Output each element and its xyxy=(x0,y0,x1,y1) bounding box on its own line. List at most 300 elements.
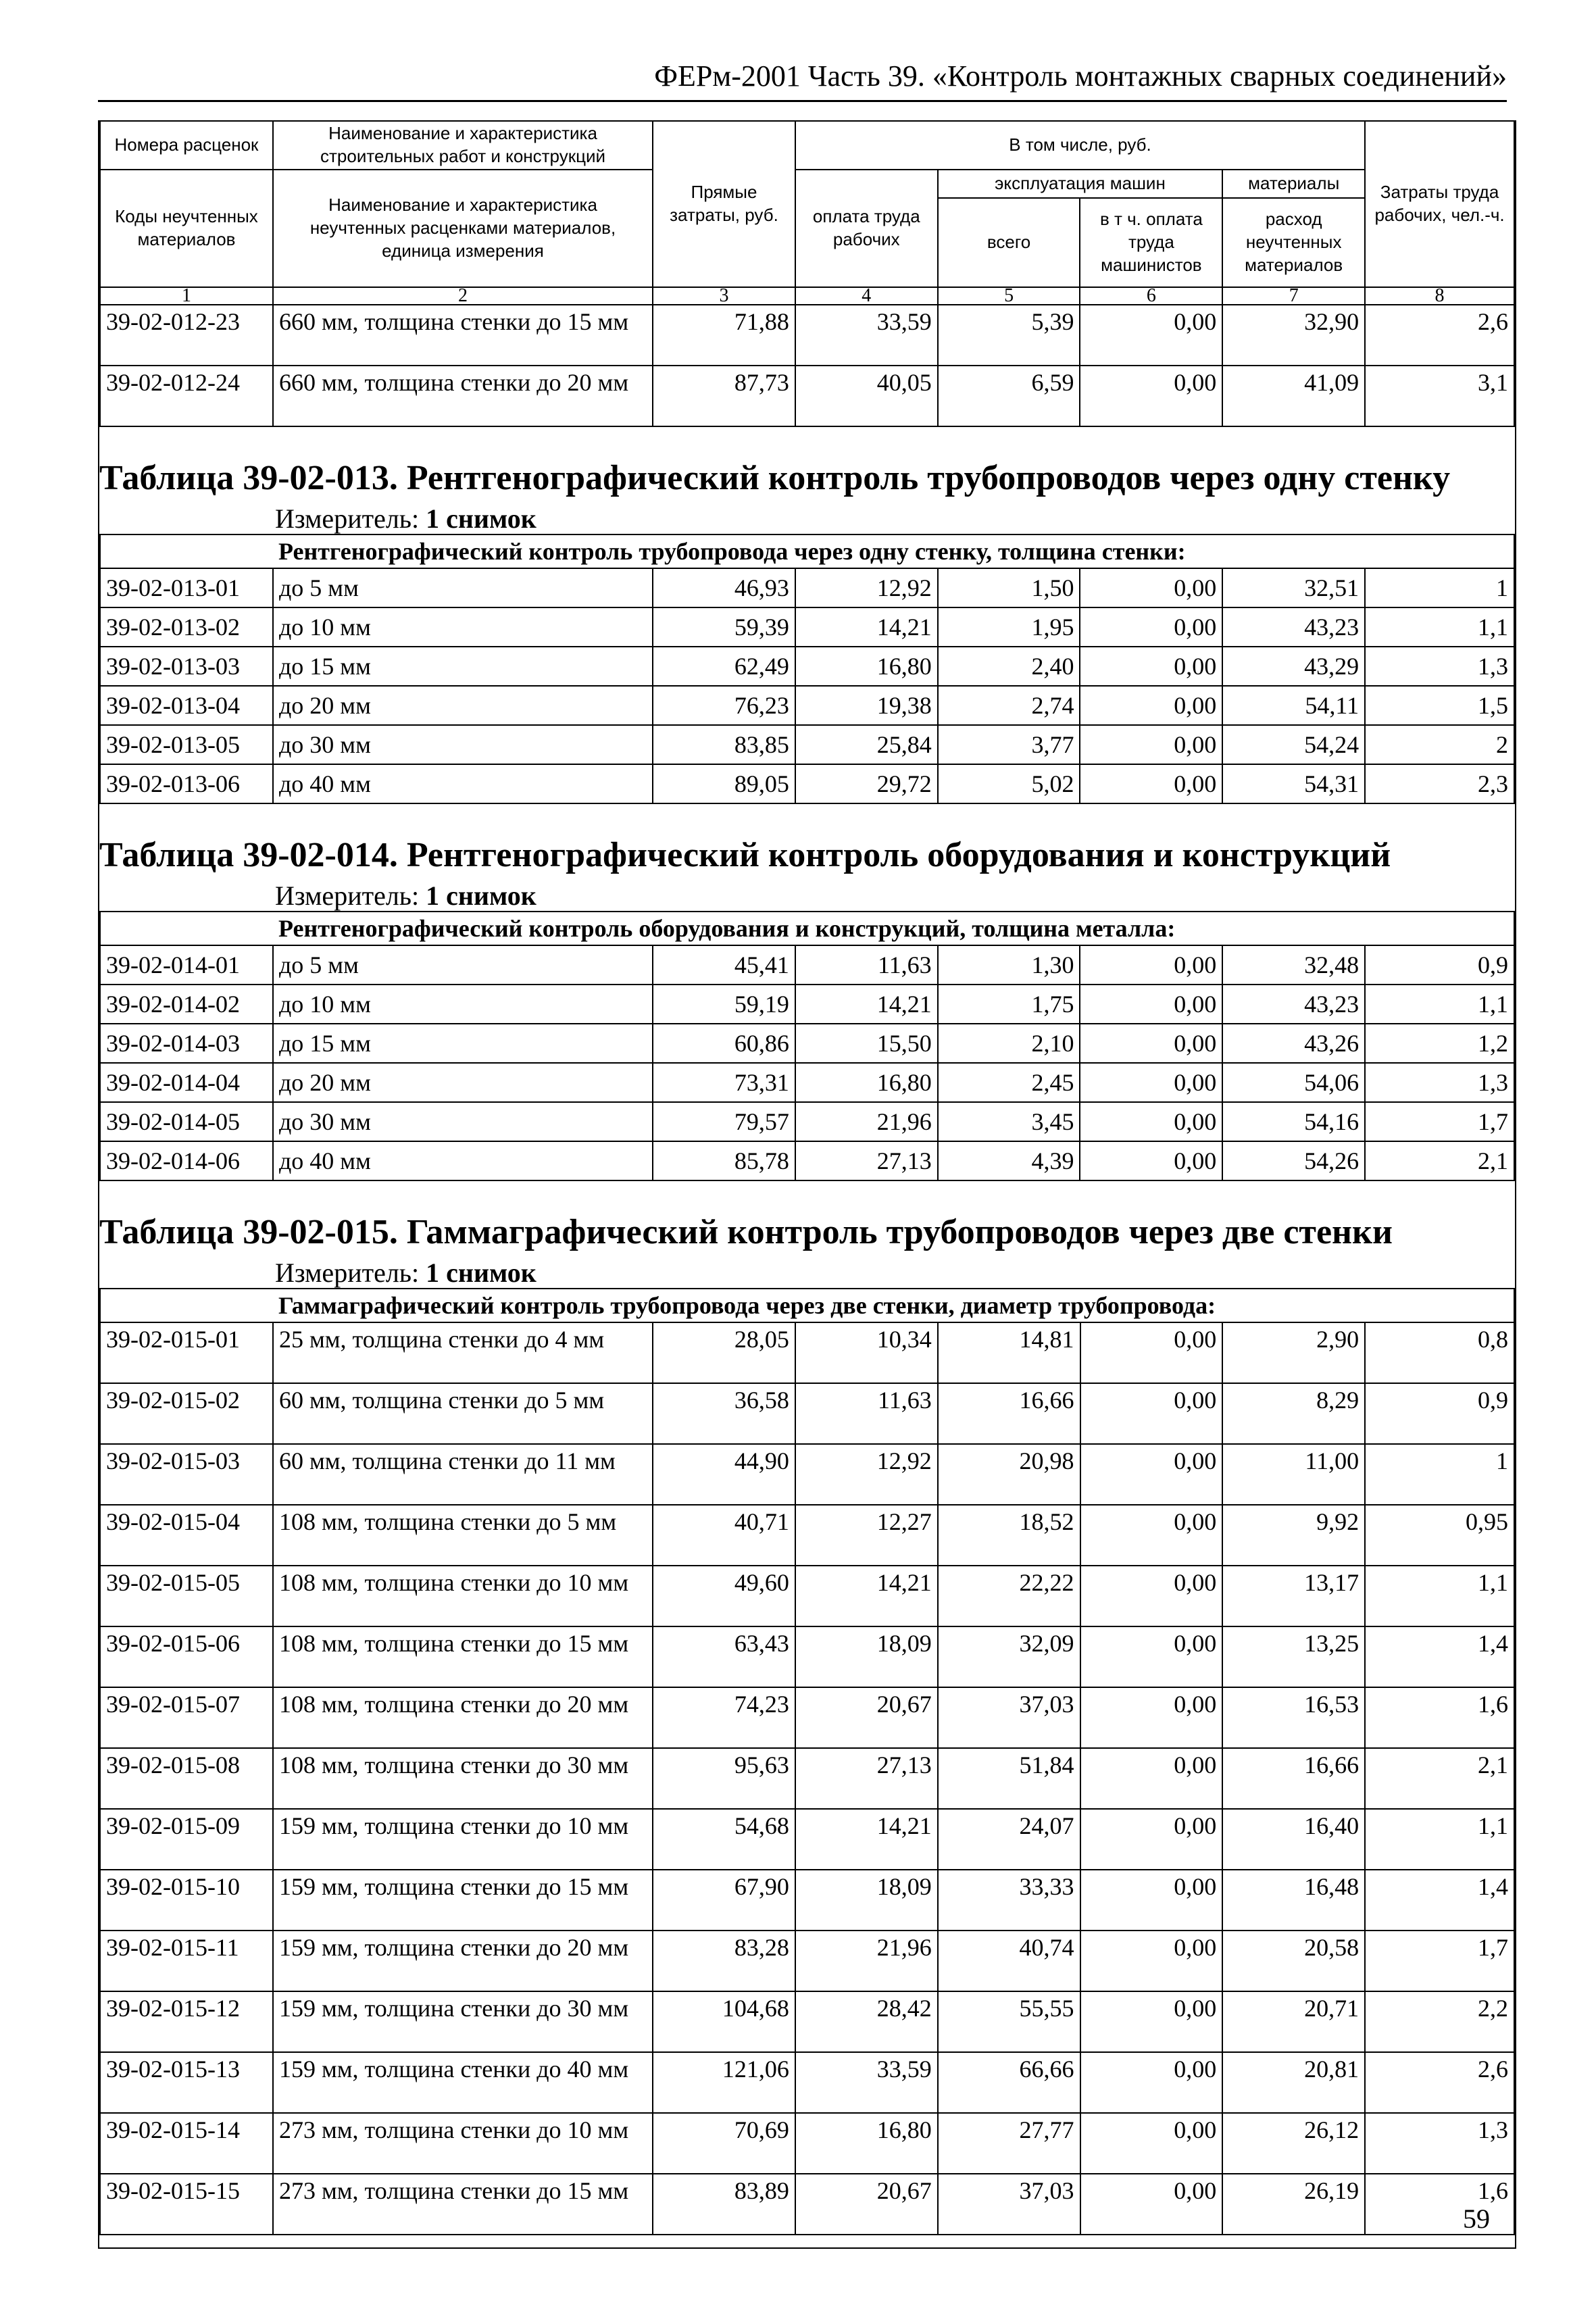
direct-cost: 76,23 xyxy=(653,686,795,725)
labor-hours: 2,1 xyxy=(1365,1141,1514,1180)
direct-cost: 40,71 xyxy=(653,1505,795,1566)
materials-cost: 54,11 xyxy=(1222,686,1365,725)
rate-code: 39-02-015-14 xyxy=(100,2113,273,2174)
machine-cost: 18,52 xyxy=(938,1505,1080,1566)
col-labor-pay: оплата труда рабочих xyxy=(795,170,938,287)
rate-code: 39-02-014-05 xyxy=(100,1102,273,1141)
machine-cost: 51,84 xyxy=(938,1748,1080,1809)
labor-pay: 33,59 xyxy=(795,2052,938,2113)
machinist-pay: 0,00 xyxy=(1080,1141,1222,1180)
machine-cost: 5,39 xyxy=(938,305,1080,366)
materials-cost: 43,29 xyxy=(1222,647,1365,686)
machinist-pay: 0,00 xyxy=(1080,945,1222,985)
table-row xyxy=(100,2174,1514,2235)
table-row xyxy=(100,2052,1514,2113)
meter-line xyxy=(99,881,1515,911)
machine-cost: 32,09 xyxy=(938,1626,1080,1687)
labor-hours: 1,5 xyxy=(1365,686,1514,725)
col-machines-total: всего xyxy=(938,198,1080,287)
labor-pay: 14,21 xyxy=(795,607,938,647)
rate-code: 39-02-013-05 xyxy=(100,725,273,764)
table-row xyxy=(100,1748,1514,1809)
work-description: до 30 мм xyxy=(273,1102,653,1141)
rate-code: 39-02-014-03 xyxy=(100,1024,273,1063)
machine-cost: 4,39 xyxy=(938,1141,1080,1180)
machine-cost: 2,45 xyxy=(938,1063,1080,1102)
direct-cost: 89,05 xyxy=(653,764,795,803)
machinist-pay: 0,00 xyxy=(1080,2052,1223,2113)
col-machines-incl: в т ч. оплата труда машинистов xyxy=(1080,198,1222,287)
materials-cost: 54,16 xyxy=(1222,1102,1365,1141)
machinist-pay: 0,00 xyxy=(1080,1505,1223,1566)
work-description: до 30 мм xyxy=(273,725,653,764)
table-row xyxy=(100,1141,1514,1180)
labor-hours: 2,6 xyxy=(1365,2052,1514,2113)
column-header-table xyxy=(99,120,1515,427)
labor-hours: 2,2 xyxy=(1365,1991,1514,2052)
table-row xyxy=(100,1063,1514,1102)
direct-cost: 67,90 xyxy=(653,1870,795,1931)
rate-code: 39-02-012-24 xyxy=(100,366,273,426)
machine-cost: 22,22 xyxy=(938,1566,1080,1626)
document-body xyxy=(98,120,1516,2249)
labor-hours: 1,6 xyxy=(1365,1687,1514,1748)
work-description: 660 мм, толщина стенки до 20 мм xyxy=(273,366,653,426)
direct-cost: 121,06 xyxy=(653,2052,795,2113)
labor-hours: 0,8 xyxy=(1365,1322,1514,1383)
rate-code: 39-02-015-07 xyxy=(100,1687,273,1748)
meter-value: 1 снимок xyxy=(426,503,537,534)
materials-cost: 41,09 xyxy=(1222,366,1365,426)
materials-cost: 54,06 xyxy=(1222,1063,1365,1102)
labor-pay: 11,63 xyxy=(795,1383,938,1444)
table-row xyxy=(100,945,1514,985)
table-row xyxy=(100,366,1514,426)
direct-cost: 104,68 xyxy=(653,1991,795,2052)
meter-value: 1 снимок xyxy=(426,1258,537,1288)
col-name-top: Наименование и характеристика строительных работ и конструкций xyxy=(273,121,653,170)
direct-cost: 49,60 xyxy=(653,1566,795,1626)
work-description: до 15 мм xyxy=(273,1024,653,1063)
table-title: Таблица 39-02-014. Рентгенографический контроль оборудования и конструкций xyxy=(99,836,1391,874)
labor-hours: 2,1 xyxy=(1365,1748,1514,1809)
machine-cost: 37,03 xyxy=(938,1687,1080,1748)
direct-cost: 60,86 xyxy=(653,1024,795,1063)
machine-cost: 16,66 xyxy=(938,1383,1080,1444)
work-description: 108 мм, толщина стенки до 20 мм xyxy=(273,1687,653,1748)
work-description: до 15 мм xyxy=(273,647,653,686)
header-rule xyxy=(98,100,1507,102)
work-description: 108 мм, толщина стенки до 30 мм xyxy=(273,1748,653,1809)
work-description: 159 мм, толщина стенки до 10 мм xyxy=(273,1809,653,1870)
table-row xyxy=(100,1870,1514,1931)
work-description: 159 мм, толщина стенки до 30 мм xyxy=(273,1991,653,2052)
machinist-pay: 0,00 xyxy=(1080,1322,1223,1383)
direct-cost: 46,93 xyxy=(653,568,795,607)
col-including: В том числе, руб. xyxy=(795,121,1365,170)
rate-code: 39-02-014-02 xyxy=(100,985,273,1024)
direct-cost: 44,90 xyxy=(653,1444,795,1505)
labor-pay: 21,96 xyxy=(795,1931,938,1991)
column-number: 7 xyxy=(1222,287,1365,305)
work-description: 108 мм, толщина стенки до 15 мм xyxy=(273,1626,653,1687)
table-row xyxy=(100,1505,1514,1566)
machinist-pay: 0,00 xyxy=(1080,305,1222,366)
machinist-pay: 0,00 xyxy=(1080,2113,1223,2174)
machine-cost: 2,74 xyxy=(938,686,1080,725)
materials-cost: 43,26 xyxy=(1222,1024,1365,1063)
labor-pay: 12,92 xyxy=(795,568,938,607)
machinist-pay: 0,00 xyxy=(1080,1024,1222,1063)
direct-cost: 59,39 xyxy=(653,607,795,647)
materials-cost: 54,26 xyxy=(1222,1141,1365,1180)
direct-cost: 70,69 xyxy=(653,2113,795,2174)
rate-code: 39-02-015-11 xyxy=(100,1931,273,1991)
column-number: 5 xyxy=(938,287,1080,305)
machine-cost: 3,45 xyxy=(938,1102,1080,1141)
rate-code: 39-02-015-09 xyxy=(100,1809,273,1870)
rates-table xyxy=(99,1288,1515,2235)
machine-cost: 5,02 xyxy=(938,764,1080,803)
col-machines: эксплуатация машин xyxy=(938,170,1223,198)
machine-cost: 1,30 xyxy=(938,945,1080,985)
table-row xyxy=(100,1809,1514,1870)
rate-code: 39-02-013-03 xyxy=(100,647,273,686)
materials-cost: 32,51 xyxy=(1222,568,1365,607)
labor-pay: 40,05 xyxy=(795,366,938,426)
labor-pay: 15,50 xyxy=(795,1024,938,1063)
table-title: Таблица 39-02-013. Рентгенографический контроль трубопроводов через одну стенку xyxy=(99,459,1451,497)
machinist-pay: 0,00 xyxy=(1080,607,1222,647)
rate-code: 39-02-015-06 xyxy=(100,1626,273,1687)
machinist-pay: 0,00 xyxy=(1080,1931,1223,1991)
labor-pay: 28,42 xyxy=(795,1991,938,2052)
table-subtitle: Рентгенографический контроль трубопровода через одну стенку, толщина стенки: xyxy=(273,534,1514,568)
labor-hours: 2 xyxy=(1365,725,1514,764)
labor-hours: 1,6 xyxy=(1365,2174,1514,2235)
table-row xyxy=(100,686,1514,725)
labor-pay: 10,34 xyxy=(795,1322,938,1383)
work-description: 159 мм, толщина стенки до 40 мм xyxy=(273,2052,653,2113)
rate-code: 39-02-015-08 xyxy=(100,1748,273,1809)
table-row xyxy=(100,607,1514,647)
machine-cost: 40,74 xyxy=(938,1931,1080,1991)
direct-cost: 62,49 xyxy=(653,647,795,686)
table-subtitle: Гаммаграфический контроль трубопровода через две стенки, диаметр трубопровода: xyxy=(273,1289,1514,1322)
work-description: до 5 мм xyxy=(273,568,653,607)
column-number: 8 xyxy=(1365,287,1514,305)
materials-cost: 2,90 xyxy=(1222,1322,1365,1383)
meter-line xyxy=(99,504,1515,534)
labor-hours: 1,1 xyxy=(1365,985,1514,1024)
labor-pay: 18,09 xyxy=(795,1626,938,1687)
labor-pay: 11,63 xyxy=(795,945,938,985)
direct-cost: 73,31 xyxy=(653,1063,795,1102)
labor-pay: 16,80 xyxy=(795,2113,938,2174)
machinist-pay: 0,00 xyxy=(1080,1687,1223,1748)
materials-cost: 20,71 xyxy=(1222,1991,1365,2052)
direct-cost: 71,88 xyxy=(653,305,795,366)
rate-code: 39-02-015-13 xyxy=(100,2052,273,2113)
materials-cost: 26,12 xyxy=(1222,2113,1365,2174)
machine-cost: 2,10 xyxy=(938,1024,1080,1063)
labor-hours: 2,3 xyxy=(1365,764,1514,803)
machine-cost: 1,50 xyxy=(938,568,1080,607)
rates-table xyxy=(99,911,1515,1181)
machinist-pay: 0,00 xyxy=(1080,1383,1223,1444)
labor-hours: 1,1 xyxy=(1365,1809,1514,1870)
meter-line xyxy=(99,1258,1515,1288)
labor-hours: 1 xyxy=(1365,1444,1514,1505)
meter-label: Измеритель: xyxy=(275,1258,420,1288)
labor-hours: 1,3 xyxy=(1365,1063,1514,1102)
machine-cost: 24,07 xyxy=(938,1809,1080,1870)
work-description: до 10 мм xyxy=(273,985,653,1024)
meter-label: Измеритель: xyxy=(275,880,420,911)
labor-hours: 1,4 xyxy=(1365,1626,1514,1687)
materials-cost: 11,00 xyxy=(1222,1444,1365,1505)
direct-cost: 63,43 xyxy=(653,1626,795,1687)
table-row xyxy=(100,1687,1514,1748)
machine-cost: 3,77 xyxy=(938,725,1080,764)
labor-hours: 0,95 xyxy=(1365,1505,1514,1566)
col-direct: Прямые затраты, руб. xyxy=(653,121,795,287)
machinist-pay: 0,00 xyxy=(1080,2174,1223,2235)
column-number: 6 xyxy=(1080,287,1222,305)
work-description: 660 мм, толщина стенки до 15 мм xyxy=(273,305,653,366)
machinist-pay: 0,00 xyxy=(1080,1102,1222,1141)
subtitle-spacer xyxy=(100,1289,273,1322)
machine-cost: 6,59 xyxy=(938,366,1080,426)
table-row xyxy=(100,1102,1514,1141)
materials-cost: 16,53 xyxy=(1222,1687,1365,1748)
rate-code: 39-02-015-10 xyxy=(100,1870,273,1931)
machinist-pay: 0,00 xyxy=(1080,647,1222,686)
direct-cost: 28,05 xyxy=(653,1322,795,1383)
materials-cost: 43,23 xyxy=(1222,985,1365,1024)
work-description: 273 мм, толщина стенки до 10 мм xyxy=(273,2113,653,2174)
materials-cost: 32,48 xyxy=(1222,945,1365,985)
rate-code: 39-02-012-23 xyxy=(100,305,273,366)
direct-cost: 83,28 xyxy=(653,1931,795,1991)
table-row xyxy=(100,1991,1514,2052)
labor-pay: 14,21 xyxy=(795,1566,938,1626)
machinist-pay: 0,00 xyxy=(1080,1444,1223,1505)
labor-pay: 27,13 xyxy=(795,1748,938,1809)
materials-cost: 8,29 xyxy=(1222,1383,1365,1444)
col-materials: материалы xyxy=(1222,170,1365,198)
materials-cost: 16,48 xyxy=(1222,1870,1365,1931)
table-row xyxy=(100,764,1514,803)
labor-pay: 12,27 xyxy=(795,1505,938,1566)
materials-cost: 16,66 xyxy=(1222,1748,1365,1809)
meter-label: Измеритель: xyxy=(275,503,420,534)
direct-cost: 95,63 xyxy=(653,1748,795,1809)
direct-cost: 83,85 xyxy=(653,725,795,764)
table-row xyxy=(100,1444,1514,1505)
page-number: 59 xyxy=(1463,2204,1490,2234)
labor-hours: 1,2 xyxy=(1365,1024,1514,1063)
column-number: 4 xyxy=(795,287,938,305)
work-description: до 40 мм xyxy=(273,1141,653,1180)
table-subtitle: Рентгенографический контроль оборудования и конструкций, толщина металла: xyxy=(273,912,1514,945)
col-code-bottom: Коды неучтенных материалов xyxy=(100,170,273,287)
rate-code: 39-02-014-06 xyxy=(100,1141,273,1180)
col-materials-sub: расход неучтенных материалов xyxy=(1222,198,1365,287)
work-description: до 20 мм xyxy=(273,686,653,725)
materials-cost: 32,90 xyxy=(1222,305,1365,366)
machine-cost: 33,33 xyxy=(938,1870,1080,1931)
rates-table xyxy=(99,534,1515,804)
materials-cost: 20,81 xyxy=(1222,2052,1365,2113)
machinist-pay: 0,00 xyxy=(1080,985,1222,1024)
materials-cost: 20,58 xyxy=(1222,1931,1365,1991)
labor-hours: 1,1 xyxy=(1365,607,1514,647)
work-description: до 5 мм xyxy=(273,945,653,985)
direct-cost: 36,58 xyxy=(653,1383,795,1444)
work-description: 60 мм, толщина стенки до 5 мм xyxy=(273,1383,653,1444)
machinist-pay: 0,00 xyxy=(1080,764,1222,803)
machine-cost: 37,03 xyxy=(938,2174,1080,2235)
direct-cost: 45,41 xyxy=(653,945,795,985)
work-description: 273 мм, толщина стенки до 15 мм xyxy=(273,2174,653,2235)
rate-code: 39-02-015-12 xyxy=(100,1991,273,2052)
work-description: 159 мм, толщина стенки до 20 мм xyxy=(273,1931,653,1991)
machinist-pay: 0,00 xyxy=(1080,366,1222,426)
direct-cost: 83,89 xyxy=(653,2174,795,2235)
labor-hours: 1,3 xyxy=(1365,2113,1514,2174)
labor-hours: 2,6 xyxy=(1365,305,1514,366)
work-description: 25 мм, толщина стенки до 4 мм xyxy=(273,1322,653,1383)
table-row xyxy=(100,305,1514,366)
subtitle-spacer xyxy=(100,912,273,945)
machine-cost: 14,81 xyxy=(938,1322,1080,1383)
machine-cost: 27,77 xyxy=(938,2113,1080,2174)
column-number: 1 xyxy=(100,287,273,305)
labor-pay: 12,92 xyxy=(795,1444,938,1505)
labor-pay: 33,59 xyxy=(795,305,938,366)
labor-pay: 14,21 xyxy=(795,985,938,1024)
rate-code: 39-02-015-15 xyxy=(100,2174,273,2235)
rate-code: 39-02-013-06 xyxy=(100,764,273,803)
direct-cost: 85,78 xyxy=(653,1141,795,1180)
page-header: ФЕРм-2001 Часть 39. «Контроль монтажных сварных соединений» xyxy=(654,59,1507,93)
materials-cost: 13,17 xyxy=(1222,1566,1365,1626)
work-description: до 10 мм xyxy=(273,607,653,647)
rate-code: 39-02-015-01 xyxy=(100,1322,273,1383)
machinist-pay: 0,00 xyxy=(1080,725,1222,764)
machinist-pay: 0,00 xyxy=(1080,1991,1223,2052)
work-description: до 20 мм xyxy=(273,1063,653,1102)
labor-hours: 1 xyxy=(1365,568,1514,607)
labor-pay: 18,09 xyxy=(795,1870,938,1931)
labor-pay: 16,80 xyxy=(795,647,938,686)
table-row xyxy=(100,1566,1514,1626)
materials-cost: 13,25 xyxy=(1222,1626,1365,1687)
meter-value: 1 снимок xyxy=(426,880,537,911)
table-row xyxy=(100,1024,1514,1063)
labor-hours: 1,7 xyxy=(1365,1102,1514,1141)
machine-cost: 55,55 xyxy=(938,1991,1080,2052)
materials-cost: 43,23 xyxy=(1222,607,1365,647)
materials-cost: 54,31 xyxy=(1222,764,1365,803)
machine-cost: 66,66 xyxy=(938,2052,1080,2113)
table-row xyxy=(100,725,1514,764)
labor-hours: 0,9 xyxy=(1365,1383,1514,1444)
labor-hours: 1,1 xyxy=(1365,1566,1514,1626)
machinist-pay: 0,00 xyxy=(1080,1626,1223,1687)
machinist-pay: 0,00 xyxy=(1080,1809,1223,1870)
table-row xyxy=(100,1322,1514,1383)
table-title: Таблица 39-02-015. Гаммаграфический контроль трубопроводов через две стенки xyxy=(99,1213,1393,1251)
table-row xyxy=(100,1383,1514,1444)
rate-code: 39-02-015-05 xyxy=(100,1566,273,1626)
direct-cost: 87,73 xyxy=(653,366,795,426)
labor-pay: 25,84 xyxy=(795,725,938,764)
col-name-bottom: Наименование и характеристика неучтенных расценками материалов, единица измерения xyxy=(273,170,653,287)
materials-cost: 54,24 xyxy=(1222,725,1365,764)
labor-pay: 14,21 xyxy=(795,1809,938,1870)
materials-cost: 9,92 xyxy=(1222,1505,1365,1566)
table-row xyxy=(100,647,1514,686)
rate-code: 39-02-015-04 xyxy=(100,1505,273,1566)
work-description: 108 мм, толщина стенки до 5 мм xyxy=(273,1505,653,1566)
table-row xyxy=(100,1931,1514,1991)
labor-hours: 1,3 xyxy=(1365,647,1514,686)
direct-cost: 59,19 xyxy=(653,985,795,1024)
rate-code: 39-02-013-01 xyxy=(100,568,273,607)
machine-cost: 2,40 xyxy=(938,647,1080,686)
labor-pay: 27,13 xyxy=(795,1141,938,1180)
subtitle-spacer xyxy=(100,534,273,568)
rate-code: 39-02-014-04 xyxy=(100,1063,273,1102)
column-number: 2 xyxy=(273,287,653,305)
table-row xyxy=(100,1626,1514,1687)
machinist-pay: 0,00 xyxy=(1080,1063,1222,1102)
work-description: до 40 мм xyxy=(273,764,653,803)
machinist-pay: 0,00 xyxy=(1080,568,1222,607)
labor-hours: 1,7 xyxy=(1365,1931,1514,1991)
labor-pay: 20,67 xyxy=(795,2174,938,2235)
column-number: 3 xyxy=(653,287,795,305)
table-row xyxy=(100,985,1514,1024)
tables-container xyxy=(99,427,1515,2235)
machine-cost: 1,75 xyxy=(938,985,1080,1024)
direct-cost: 79,57 xyxy=(653,1102,795,1141)
materials-cost: 26,19 xyxy=(1222,2174,1365,2235)
machinist-pay: 0,00 xyxy=(1080,1870,1223,1931)
machinist-pay: 0,00 xyxy=(1080,686,1222,725)
work-description: 60 мм, толщина стенки до 11 мм xyxy=(273,1444,653,1505)
direct-cost: 54,68 xyxy=(653,1809,795,1870)
labor-pay: 20,67 xyxy=(795,1687,938,1748)
rate-code: 39-02-013-02 xyxy=(100,607,273,647)
rate-code: 39-02-015-03 xyxy=(100,1444,273,1505)
rate-code: 39-02-014-01 xyxy=(100,945,273,985)
labor-hours: 3,1 xyxy=(1365,366,1514,426)
labor-pay: 29,72 xyxy=(795,764,938,803)
labor-pay: 19,38 xyxy=(795,686,938,725)
labor-hours: 0,9 xyxy=(1365,945,1514,985)
machinist-pay: 0,00 xyxy=(1080,1748,1223,1809)
work-description: 108 мм, толщина стенки до 10 мм xyxy=(273,1566,653,1626)
table-row xyxy=(100,2113,1514,2174)
machine-cost: 20,98 xyxy=(938,1444,1080,1505)
work-description: 159 мм, толщина стенки до 15 мм xyxy=(273,1870,653,1931)
labor-hours: 1,4 xyxy=(1365,1870,1514,1931)
rate-code: 39-02-015-02 xyxy=(100,1383,273,1444)
table-row xyxy=(100,568,1514,607)
